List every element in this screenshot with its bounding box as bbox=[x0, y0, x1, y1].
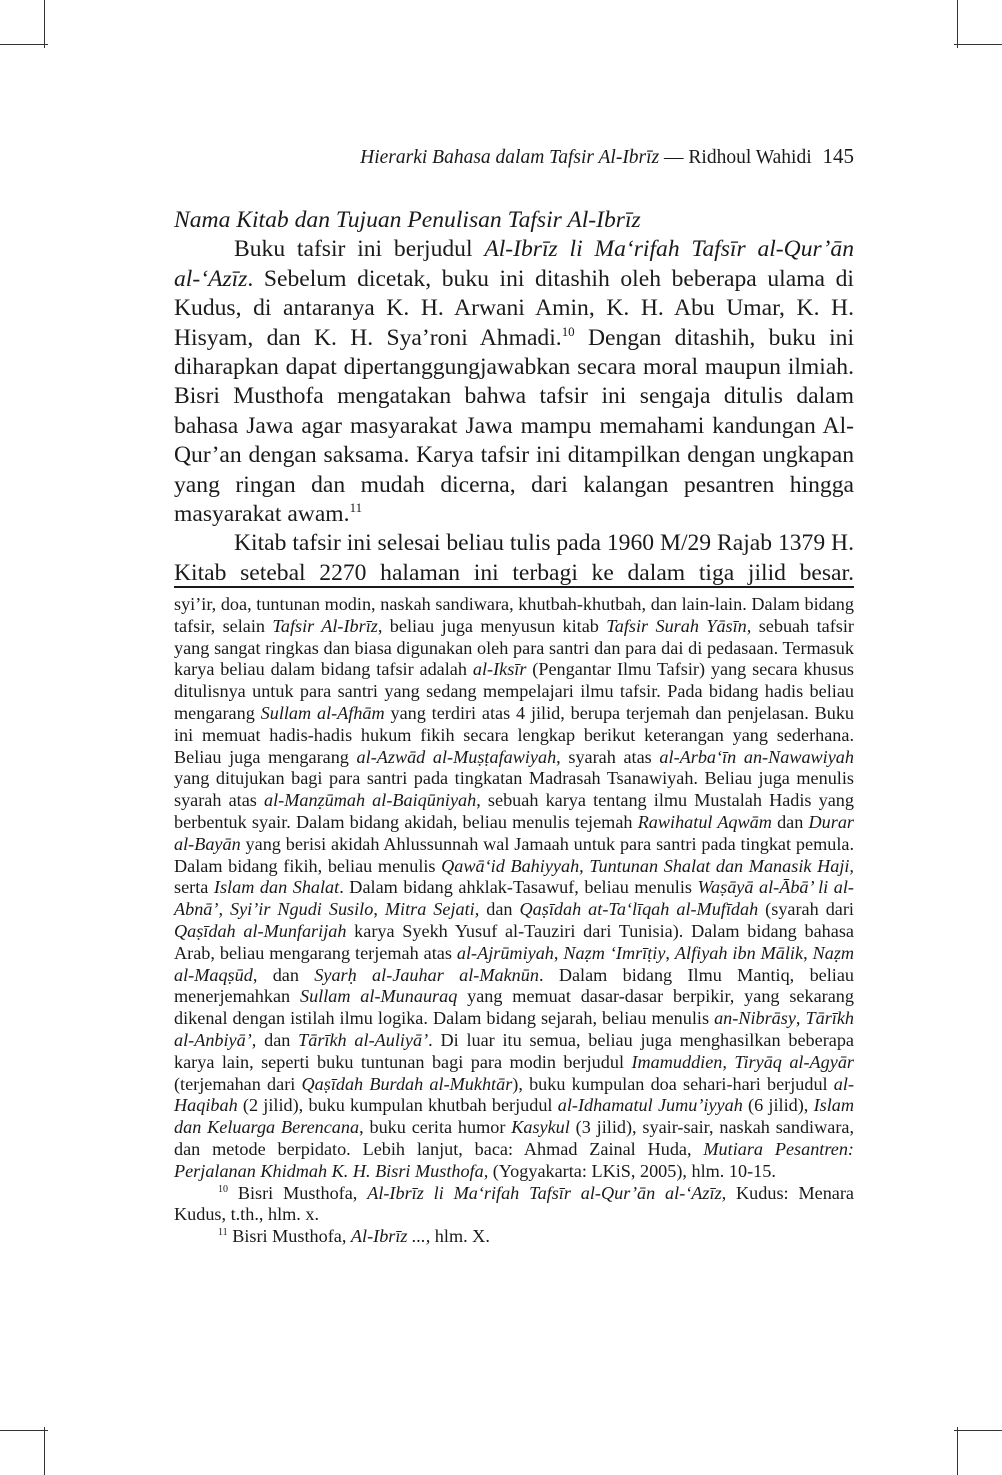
cited-title: Durar al-Bayān bbox=[174, 811, 854, 854]
footnote-text: . Dalam bidang ahklak-Tasawuf, beliau menulis bbox=[339, 877, 698, 898]
cited-title: al-Arba‘īn an-Nawawiyah bbox=[659, 746, 854, 767]
crop-mark bbox=[0, 1430, 48, 1431]
footnote-text: yang berisi akidah Ahlussunnah wal Jamaah untuk para santri pada tingkat pemula. Dalam bidang fikih, beliau menulis bbox=[174, 833, 854, 876]
footnote-text: , bbox=[803, 942, 813, 963]
footnote-text: , syarah atas bbox=[556, 746, 660, 767]
footnote-ref-10[interactable]: 10 bbox=[561, 323, 575, 339]
footnote-text: karya Syekh Yusuf al-Tauziri dari Tunisia). Dalam bidang bahasa Arab, beliau mengarang terjemah atas bbox=[174, 920, 854, 963]
footnote-text: syi’ir, doa, tuntunan modin, naskah sandiwara, khutbah-khutbah, dan lain-lain. Dalam bidang tafsir, selain bbox=[174, 594, 854, 636]
footnote-text: hlm. X. bbox=[430, 1226, 490, 1247]
footnote-number: 10 bbox=[218, 1183, 228, 1195]
cited-title: Kasykul bbox=[511, 1117, 570, 1138]
cited-title: Tārīkh al-Auliyā’ bbox=[298, 1029, 429, 1050]
footnote-text: , beliau juga menyusun kitab bbox=[377, 615, 607, 636]
footnote-text: , bbox=[373, 899, 385, 920]
running-head bbox=[174, 144, 854, 169]
crop-mark bbox=[954, 1430, 1002, 1431]
footnote-text: , dan bbox=[474, 899, 520, 920]
main-text bbox=[174, 206, 854, 588]
footnote-text: , sebuah karya tentang ilmu Mustalah Hadis yang berbentuk syair. Dalam bidang akidah, beliau menulis tejemah bbox=[174, 790, 854, 832]
footnote-text: yang terdiri atas 4 jilid, berupa terjemah dan penjelasan. Buku ini memuat hadis-hadis hukum fikih secara lengkap berikut keterangan yang sederhana. Beliau juga mengarang bbox=[174, 702, 855, 767]
footnote-text: Bisri Musthofa, bbox=[227, 1226, 351, 1247]
footnote-text: serta bbox=[174, 877, 214, 898]
footnote-text: sebuah tafsir yang sangat ringkas dan biasa digunakan oleh para santri dan para dai di pedasaan. Termasuk karya beliau dalam bidang tafsir adalah bbox=[174, 615, 854, 680]
running-head-dash: — bbox=[664, 147, 684, 168]
footnote-text: (terjemahan dari bbox=[174, 1073, 302, 1094]
cited-title: an-Nibrāsy bbox=[714, 1008, 796, 1029]
footnote-text: (3 jilid), syair-sair, naskah sandiwara, dan metode berpidato. Lebih lanjut, baca: Ahmad Zainal Huda, bbox=[174, 1117, 854, 1159]
cited-title: Islam dan Keluarga Berencana bbox=[174, 1095, 855, 1138]
paragraph-text: . Sebelum dicetak, buku ini ditashih oleh beberapa ulama di Kudus, di antaranya K. H. Arwani Amin, K. H. Abu Umar, K. H. Hisyam, dan K. H. Sya’roni Ahmadi. bbox=[174, 265, 854, 351]
cited-title: Rawihatul Aqwām bbox=[637, 811, 772, 832]
footnote-text: (6 jilid), bbox=[742, 1095, 814, 1116]
cited-title: Islam dan Shalat bbox=[213, 877, 340, 898]
footnote-text: . Dalam bidang Ilmu Mantiq, beliau menerjemahkan bbox=[174, 964, 855, 1007]
footnotes bbox=[174, 594, 854, 1248]
crop-mark bbox=[954, 44, 1002, 45]
footnote-text: Kudus: Menara Kudus, t.th., hlm. x. bbox=[174, 1182, 854, 1225]
footnote-text: , dan bbox=[252, 964, 315, 985]
cited-title: Al-Ibrīz li Ma‘rifah Tafsīr al-Qur’ān al-‘Azīz, bbox=[367, 1182, 727, 1203]
footnote-ref-11[interactable]: 11 bbox=[349, 500, 363, 516]
crop-mark bbox=[957, 0, 958, 48]
crop-mark bbox=[44, 0, 45, 48]
cited-title: Alfiyah ibn Mālik bbox=[674, 942, 804, 963]
footnote-text: dan bbox=[771, 811, 809, 832]
footnote-11 bbox=[174, 1226, 854, 1248]
cited-title: Qaṣīdah Burdah al-Mukhtār bbox=[301, 1073, 513, 1094]
paragraph-text: Buku tafsir ini berjudul bbox=[234, 236, 485, 263]
footnote-text: (syarah dari bbox=[758, 899, 854, 920]
cited-title: al-Haqibah bbox=[174, 1073, 855, 1116]
cited-title: Imamuddien, Tiryāq al-Agyār bbox=[631, 1051, 854, 1072]
paragraph-text: Dengan ditashih, buku ini diharapkan dapat dipertanggungjawabkan secara moral maupun ilmiah. Bisri Musthofa mengatakan bahwa tafsir ini sengaja ditulis dalam bahasa Jawa agar masyarakat Jawa mampu memahami kandungan Al-Qur’an dengan saksama. Karya tafsir ini ditampilkan dengan ungkapan yang ringan dan mudah dicerna, dari kalangan pesantren hingga masyarakat awam. bbox=[174, 324, 854, 528]
footnote-separator bbox=[174, 586, 854, 588]
cited-title: Naẓm al-Maqṣūd bbox=[174, 942, 855, 985]
footnote-text: yang ditujukan bagi para santri pada tingkatan Madrasah Tsanawiyah. Beliau juga menulis syarah atas bbox=[174, 768, 854, 811]
footnote-text: (Yogyakarta: LKiS, 2005), hlm. 10-15. bbox=[488, 1160, 776, 1181]
running-head-author: Ridhoul Wahidi bbox=[688, 147, 812, 168]
footnote-continuation bbox=[174, 594, 854, 1183]
footnote-text: yang memuat dasar-dasar berpikir, yang sekarang dikenal dengan istilah ilmu logika. Dalam bidang sejarah, beliau menulis bbox=[174, 986, 854, 1029]
book-title: Al-Ibrīz li Ma‘rifah Tafsīr al-Qur’ān al-‘Azīz bbox=[174, 236, 854, 292]
cited-title: Waṣāyā al-Ābā’ li al-Abnā’, Syi’ir Ngudi Susilo bbox=[174, 877, 854, 920]
cited-title: Mutiara Pesantren: Perjalanan Khidmah K. H. Bisri Musthofa, bbox=[174, 1138, 854, 1181]
footnote-text: . Di luar itu semua, beliau juga menghasilkan beberapa karya lain, seperti buku tuntunan bagi para modin berjudul bbox=[174, 1029, 854, 1072]
paragraph-2: Kitab tafsir ini selesai beliau tulis pada 1960 M/29 Rajab 1379 H. Kitab setebal 2270 halaman ini terbagi ke dalam tiga jilid besar. bbox=[174, 530, 854, 586]
cited-title: Tafsir Al-Ibrīz bbox=[272, 615, 378, 636]
running-head-title: Hierarki Bahasa dalam Tafsir Al-Ibrīz bbox=[360, 147, 660, 168]
cited-title: Sullam al-Munauraq bbox=[299, 986, 458, 1007]
cited-title: Naẓm ‘Imrīṭiy bbox=[563, 942, 666, 963]
cited-title: al-Ajrūmiyah bbox=[456, 942, 554, 963]
crop-mark bbox=[44, 1427, 45, 1475]
footnote-text: Bisri Musthofa, bbox=[228, 1182, 368, 1203]
footnote-text: , buku cerita humor bbox=[359, 1117, 512, 1138]
cited-title: Sullam al-Afhām bbox=[260, 702, 385, 723]
footnote-text: ), buku kumpulan doa sehari-hari berjudul bbox=[512, 1073, 834, 1094]
cited-title: Qawā‘id Bahiyyah, Tuntunan Shalat dan Manasik Haji, bbox=[441, 855, 854, 876]
footnote-text: , bbox=[795, 1008, 806, 1029]
footnote-text: (2 jilid), buku kumpulan khutbah berjudul bbox=[237, 1095, 558, 1116]
page-number: 145 bbox=[822, 144, 854, 168]
footnote-text: , bbox=[665, 942, 675, 963]
cited-title: al-Manẓūmah al-Baiqūniyah bbox=[264, 790, 477, 811]
paragraph-1 bbox=[174, 235, 854, 529]
crop-mark bbox=[957, 1427, 958, 1475]
footnote-text: (Pengantar Ilmu Tafsir) yang secara khusus ditulisnya untuk para santri yang sedang mempelajari ilmu tafsir. Pada bidang hadis beliau mengarang bbox=[174, 659, 854, 723]
cited-title: Tārīkh al-Anbiyā’ bbox=[174, 1008, 854, 1050]
cited-title: al-Iksīr bbox=[472, 659, 527, 680]
cited-title: Tafsir Surah Yāsīn, bbox=[606, 615, 752, 636]
section-heading: Nama Kitab dan Tujuan Penulisan Tafsir Al-Ibrīz bbox=[174, 207, 641, 233]
cited-title: Syarḥ al-Jauhar al-Maknūn bbox=[314, 964, 539, 985]
footnote-text: , dan bbox=[251, 1029, 299, 1050]
cited-title: Al-Ibrīz ..., bbox=[350, 1226, 431, 1247]
cited-title: Qaṣīdah al-Munfarijah bbox=[174, 920, 347, 941]
cited-title: Qaṣīdah at-Ta‘līqah al-Mufīdah bbox=[519, 899, 759, 920]
footnote-text: , bbox=[553, 942, 564, 963]
cited-title: al-Azwād al-Muṣṭafawiyah bbox=[356, 746, 557, 767]
footnote-10 bbox=[174, 1183, 854, 1227]
crop-mark bbox=[0, 44, 48, 45]
footnote-number: 11 bbox=[218, 1227, 228, 1239]
cited-title: al-Idhamatul Jumu’iyyah bbox=[557, 1095, 743, 1116]
cited-title: Mitra Sejati bbox=[384, 899, 475, 920]
